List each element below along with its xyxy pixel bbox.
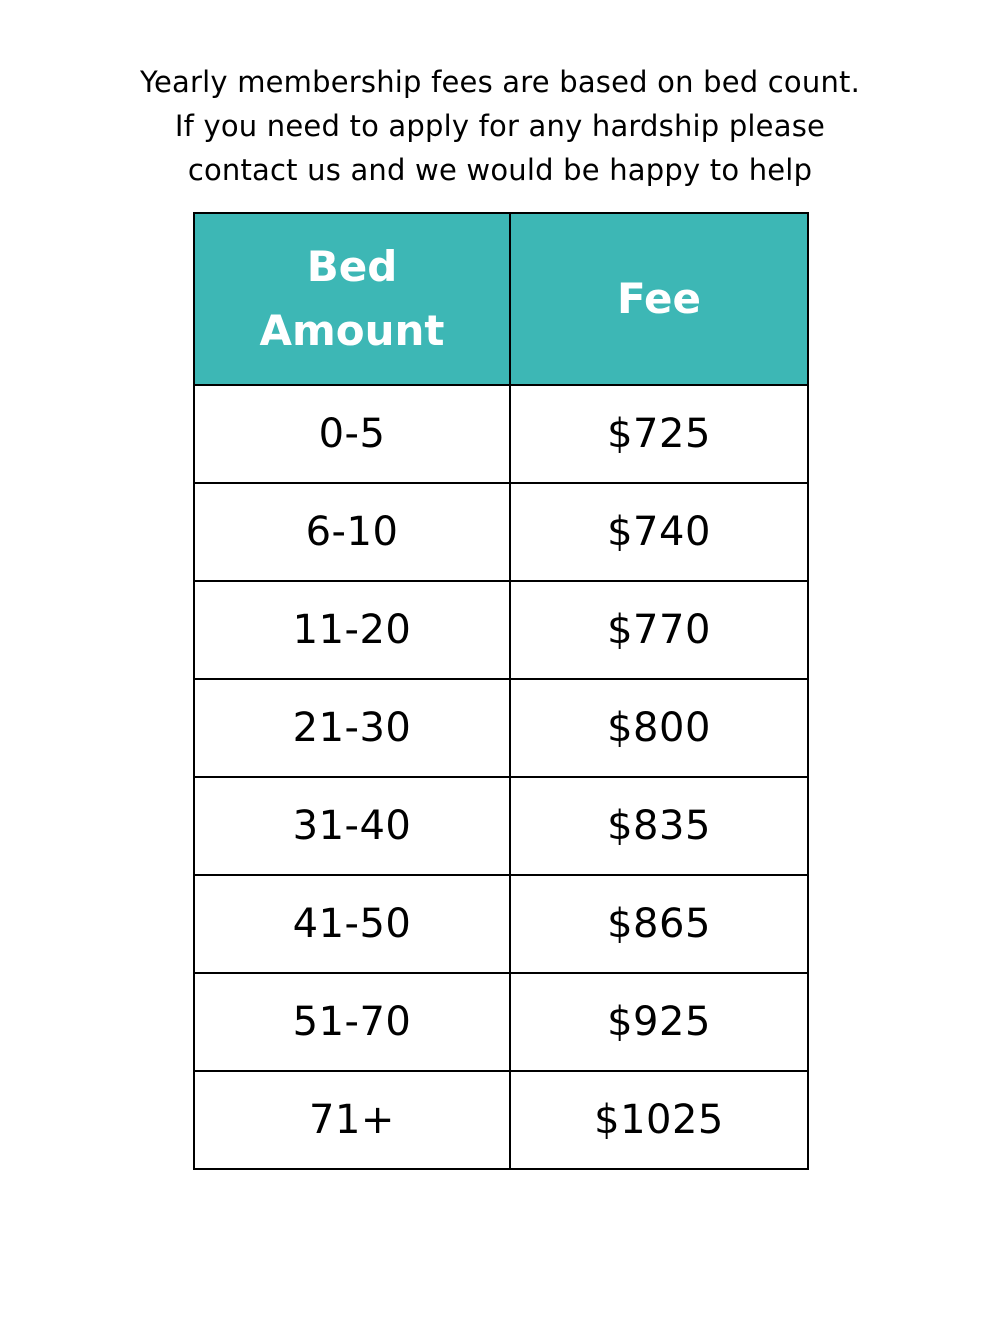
bed-range-cell: 71+ — [194, 1071, 510, 1169]
fee-cell: $800 — [510, 679, 808, 777]
table-row — [194, 875, 808, 973]
table-header-row — [194, 213, 808, 385]
intro-line-2: If you need to apply for any hardship please — [174, 109, 826, 143]
fee-cell: $770 — [510, 581, 808, 679]
fee-cell: $865 — [510, 875, 808, 973]
header-bed-amount — [194, 213, 510, 385]
bed-range-cell: 6-10 — [194, 483, 510, 581]
bed-range-cell: 0-5 — [194, 385, 510, 483]
table-row — [194, 679, 808, 777]
table-row — [194, 973, 808, 1071]
header-bed-line2: Amount — [259, 306, 445, 355]
table-row — [194, 483, 808, 581]
intro-text — [0, 60, 1000, 192]
fee-table — [193, 212, 809, 1170]
bed-range-cell: 11-20 — [194, 581, 510, 679]
fee-cell: $740 — [510, 483, 808, 581]
table-row — [194, 777, 808, 875]
bed-range-cell: 41-50 — [194, 875, 510, 973]
table-row — [194, 581, 808, 679]
bed-range-cell: 31-40 — [194, 777, 510, 875]
fee-cell: $1025 — [510, 1071, 808, 1169]
header-bed-line1: Bed — [306, 242, 398, 291]
fee-cell: $725 — [510, 385, 808, 483]
intro-line-1: Yearly membership fees are based on bed count. — [139, 65, 861, 99]
table-row — [194, 1071, 808, 1169]
fee-cell: $835 — [510, 777, 808, 875]
table-row — [194, 385, 808, 483]
intro-line-3: contact us and we would be happy to help — [187, 153, 813, 187]
header-fee: Fee — [510, 213, 808, 385]
bed-range-cell: 21-30 — [194, 679, 510, 777]
bed-range-cell: 51-70 — [194, 973, 510, 1071]
fee-cell: $925 — [510, 973, 808, 1071]
